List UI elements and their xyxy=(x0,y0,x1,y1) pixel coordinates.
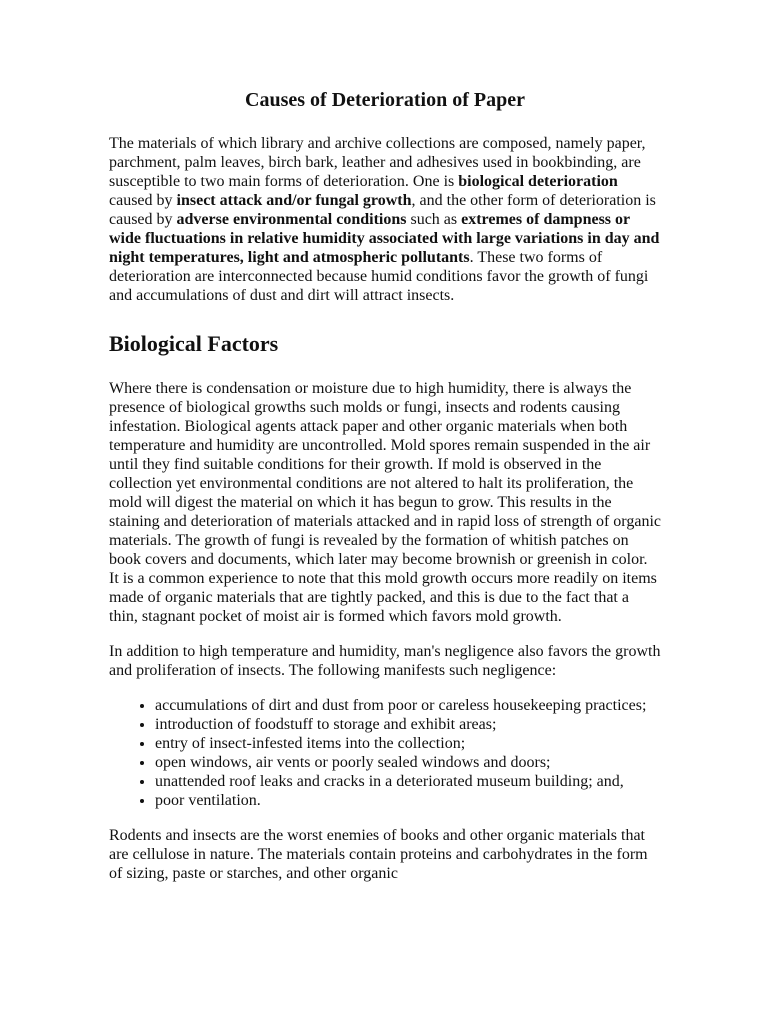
intro-text-4: such as xyxy=(406,211,462,228)
list-item: • unattended roof leaks and cracks in a deteriorated museum building; and, xyxy=(155,772,661,791)
intro-bold-insect-fungal: insect attack and/or fungal growth xyxy=(176,192,412,209)
list-item: • entry of insect-infested items into the collection; xyxy=(155,734,661,753)
intro-text-2: caused by xyxy=(109,192,177,209)
list-item: • open windows, air vents or poorly sealed windows and doors; xyxy=(155,753,661,772)
intro-bold-biological-deterioration: biological deterioration xyxy=(458,173,618,190)
list-item: • accumulations of dirt and dust from poor or careless housekeeping practices; xyxy=(155,696,661,715)
list-item: • poor ventilation. xyxy=(155,791,661,810)
intro-text-5: . These two forms of deterioration are interconnected because humid conditions favor the growth of fungi and accumulations of dust and dirt will attract insects. xyxy=(109,249,649,304)
biological-paragraph-1: Where there is condensation or moisture due to high humidity, there is always the presence of biological growths such molds or fungi, insects and rodents causing infestation. Biological agents attack paper and other organic materials when both temperature and humidity are uncontrolled. Mold spores remain suspended in the air until they find suitable conditions for their growth. If mold is observed in the collection yet environmental conditions are not altered to halt its proliferation, the mold will digest the material on which it has begun to grow. This results in the staining and deterioration of materials attacked and in rapid loss of strength of organic materials. The growth of fungi is revealed by the formation of whitish patches on book covers and documents, which later may become brownish or greenish in color. It is a common experience to note that this mold growth occurs more readily on items made of organic materials that are tightly packed, and this is due to the fact that a thin, stagnant pocket of moist air is formed which favors mold growth. xyxy=(109,380,661,625)
intro-paragraph xyxy=(109,134,661,305)
intro-text-3: , and the other form of deterioration is caused by xyxy=(109,192,656,228)
intro-bold-adverse-conditions: adverse environmental conditions xyxy=(176,211,407,228)
biological-paragraph-3: Rodents and insects are the worst enemies of books and other organic materials that are cellulose in nature. The materials contain proteins and carbohydrates in the form of sizing, paste or starches, and other organic xyxy=(109,827,648,882)
document-title: Causes of Deterioration of Paper xyxy=(245,89,525,111)
intro-text-1: The materials of which library and archive collections are composed, namely paper, parchment, palm leaves, birch bark, leather and adhesives used in bookbinding, are susceptible to two main forms of deterioration. One is xyxy=(109,135,646,190)
section-heading-biological-factors: Biological Factors xyxy=(109,331,279,356)
list-item: • introduction of foodstuff to storage and exhibit areas; xyxy=(155,715,661,734)
negligence-list xyxy=(109,696,661,810)
intro-bold-extremes: extremes of dampness or wide fluctuations in relative humidity associated with large variations in day and night temperatures, light and atmospheric pollutants xyxy=(109,211,660,266)
biological-paragraph-2: In addition to high temperature and humidity, man's negligence also favors the growth and proliferation of insects. The following manifests such negligence: xyxy=(109,643,661,679)
document-page xyxy=(109,86,661,899)
